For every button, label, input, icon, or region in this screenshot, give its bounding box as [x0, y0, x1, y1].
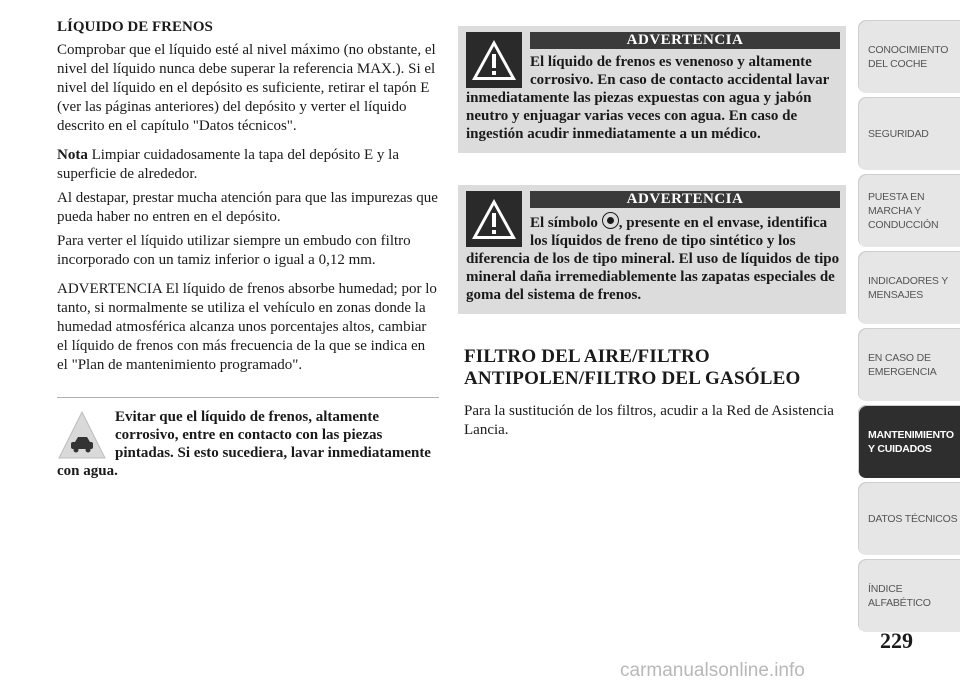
- tab-indice[interactable]: [858, 559, 960, 632]
- tab-datos-tecnicos[interactable]: [858, 482, 960, 555]
- paragraph: Comprobar que el líquido esté al nivel máximo (no obstante, el nivel del líquido nunca debe superar la referencia MAX.). Si el nivel del líquido en el depósito es suficiente, retirar el tapón E (ver las páginas anteriores) del depósito y verter el líquido descrito en el capítulo "Datos técnicos".: [57, 42, 436, 134]
- warning-header: ADVERTENCIA: [530, 32, 840, 49]
- tab-label: SEGURIDAD: [868, 127, 929, 140]
- tab-label: CONOCIMIENTO DEL COCHE: [868, 43, 949, 70]
- watermark: carmanualsonline.info: [620, 660, 805, 681]
- section-heading-brake-fluid: LÍQUIDO DE FRENOS: [57, 19, 213, 35]
- section-title-filters: FILTRO DEL AIRE/FILTRO ANTIPOLEN/FILTRO DEL GASÓLEO: [464, 346, 801, 389]
- tab-label: MANTENIMIENTO Y CUIDADOS: [868, 428, 954, 455]
- nota-label: Nota: [57, 147, 88, 163]
- tab-label: DATOS TÉCNICOS: [868, 512, 958, 525]
- car-paint-warning-icon: [57, 410, 107, 460]
- left-column: [57, 18, 439, 480]
- warning-text: El líquido de frenos es venenoso y altamente corrosivo. En caso de contacto accidental lavar inmediatamente las piezas expuestas con agua y jabón neutro y enjuagar varias veces con agua. En caso de ingestión acudir inmediatamente a un médico.: [466, 54, 829, 142]
- paragraph: Al destapar, prestar mucha atención para que las impurezas que pueda haber no entren en el depósito.: [57, 190, 438, 225]
- tab-label: ÍNDICE ALFABÉTICO: [868, 582, 931, 609]
- paragraph: ADVERTENCIA El líquido de frenos absorbe humedad; por lo tanto, si normalmente se utiliza el vehículo en zonas donde la humedad atmosférica alcanza unos porcentajes altos, cambiar el líquido de frenos con más frecuencia de la que se indica en el "Plan de mantenimiento programado".: [57, 281, 437, 373]
- tab-emergencia[interactable]: [858, 328, 960, 401]
- tab-label: INDICADORES Y MENSAJES: [868, 274, 949, 301]
- tab-seguridad[interactable]: [858, 97, 960, 170]
- warning-text-post: , presente en el envase, identifica los líquidos de freno de tipo sintético y los diferencia de los de tipo mineral. El uso de líquidos de tipo mineral daña irremediablemente las zapatas especiales de goma del sistema de frenos.: [466, 215, 840, 303]
- synthetic-fluid-symbol-icon: [602, 212, 619, 229]
- warning-box-1: [458, 26, 846, 153]
- warning-text: [466, 212, 840, 304]
- page-number: 229: [880, 628, 913, 653]
- chapter-tabs: [858, 20, 960, 636]
- tab-label: PUESTA EN MARCHA Y CONDUCCIÓN: [868, 190, 939, 231]
- warning-box-2: [458, 185, 846, 314]
- tab-conocimiento[interactable]: [858, 20, 960, 93]
- tab-mantenimiento[interactable]: [858, 405, 960, 478]
- paint-note: [57, 397, 439, 480]
- tab-puesta-en-marcha[interactable]: [858, 174, 960, 247]
- tab-indicadores[interactable]: [858, 251, 960, 324]
- note-text: Evitar que el líquido de frenos, altamente corrosivo, entre en contacto con las piezas pintadas. Si esto sucediera, lavar inmediatamente con agua.: [57, 409, 431, 479]
- middle-column: [458, 26, 846, 445]
- warning-header: ADVERTENCIA: [530, 191, 840, 208]
- warning-text-pre: El símbolo: [530, 215, 602, 231]
- paragraph: Para verter el líquido utilizar siempre un embudo con filtro incorporado con un tamiz inferior o igual a 0,12 mm.: [57, 233, 411, 268]
- paragraph: Para la sustitución de los filtros, acudir a la Red de Asistencia Lancia.: [464, 403, 834, 438]
- note-paragraph: [57, 146, 439, 184]
- warning-triangle-icon: [466, 32, 522, 88]
- warning-triangle-icon: [466, 191, 522, 247]
- tab-label: EN CASO DE EMERGENCIA: [868, 351, 937, 378]
- nota-text: Limpiar cuidadosamente la tapa del depósito E y la superficie de alrededor.: [57, 147, 399, 182]
